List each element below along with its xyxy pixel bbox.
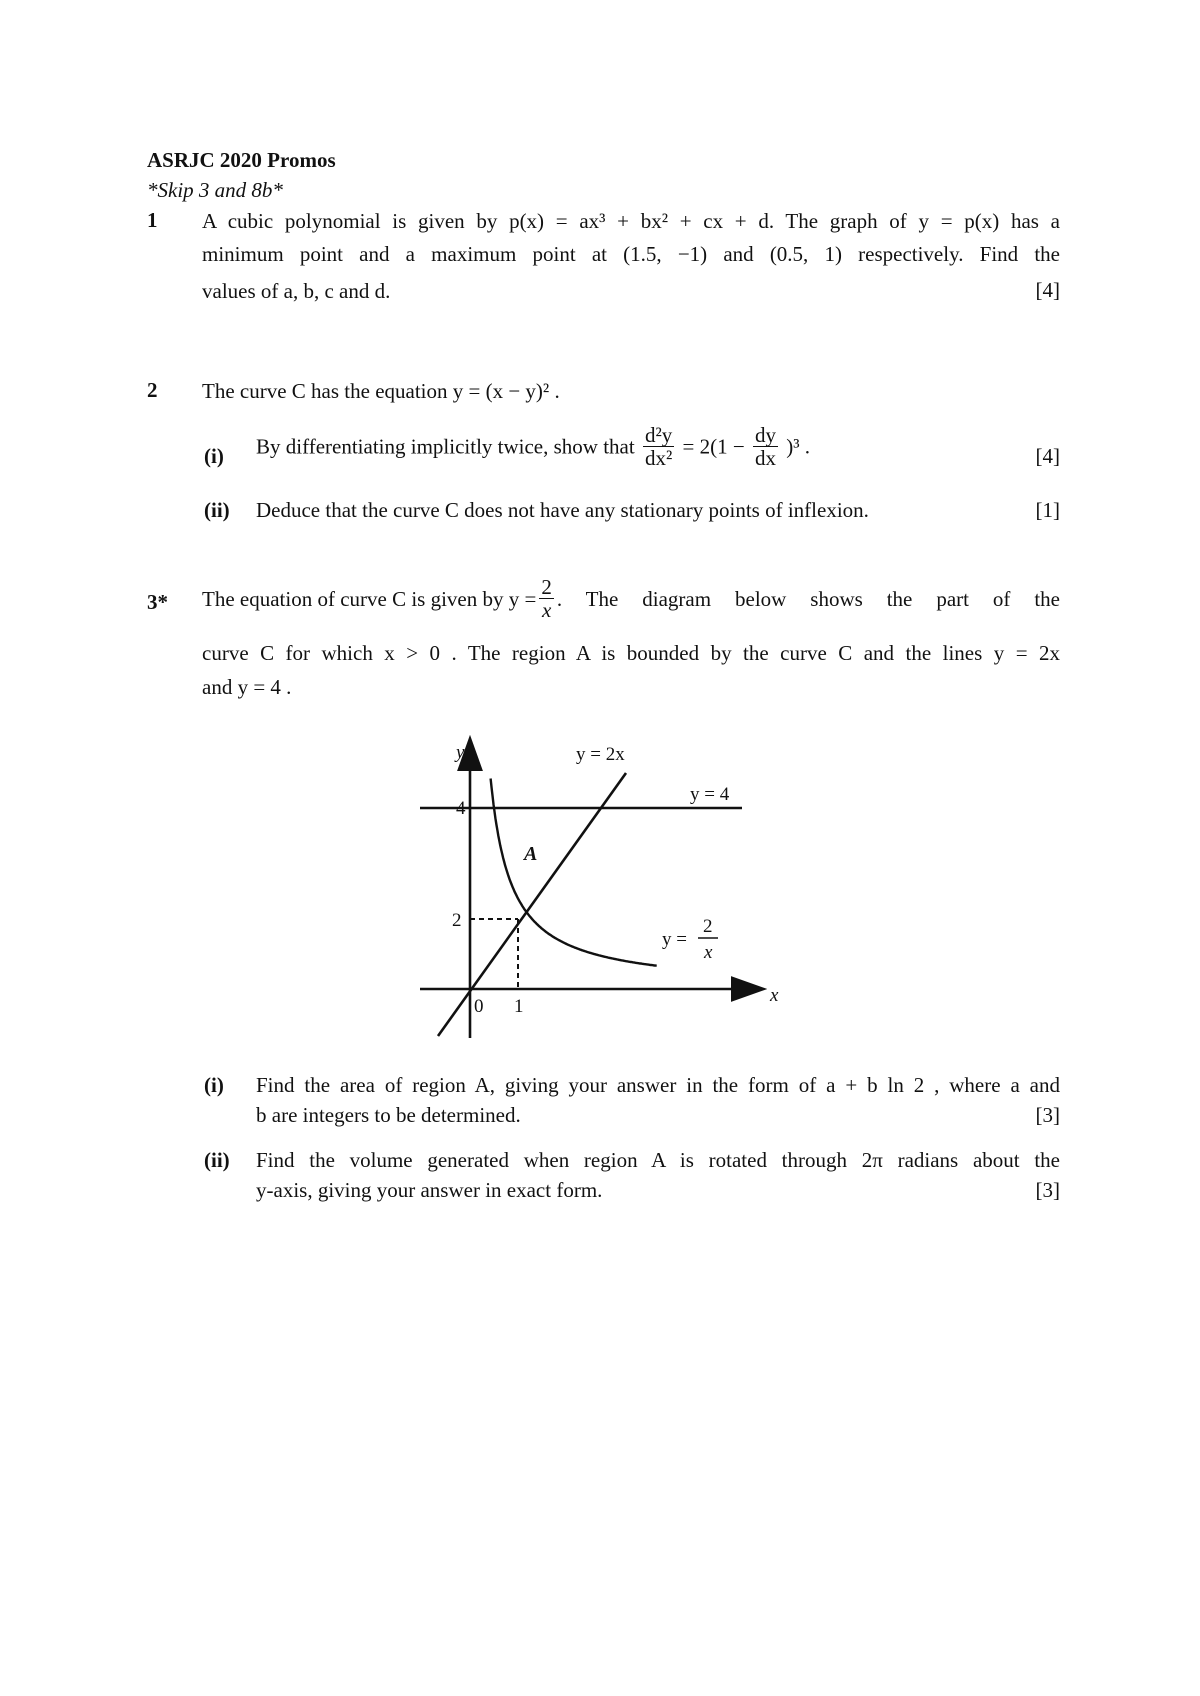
question-1-line-2: minimum point and a maximum point at (1.5, −1) and (0.5, 1) respectively. Find the (202, 242, 1060, 266)
x-axis-label: x (770, 985, 779, 1006)
rhs-prefix: = 2(1 − (682, 434, 745, 459)
question-3-line-2: curve C for which x > 0 . The region A is bounded by the curve C and the lines y = 2x (202, 641, 1060, 665)
question-3-part-i-line-2: b are integers to be determined. (256, 1103, 521, 1127)
question-3-line-1-pre: The equation of curve C is given by y = (202, 586, 537, 611)
question-2-number: 2 (147, 378, 158, 402)
question-3-part-ii-label: (ii) (204, 1148, 230, 1172)
question-3-line-1-post: . The diagram below shows the part of the (556, 586, 1060, 611)
question-3-line-3: and y = 4 . (202, 675, 292, 699)
question-2-part-i-label: (i) (204, 444, 224, 468)
curve-label-denominator: x (704, 942, 713, 963)
curve-label-prefix: y = (662, 929, 687, 950)
question-1-marks: [4] (1035, 278, 1060, 302)
question-3-part-ii-line-2: y-axis, giving your answer in exact form. (256, 1178, 603, 1202)
question-2-part-i-marks: [4] (1035, 444, 1060, 468)
question-2-part-ii-marks: [1] (1035, 498, 1060, 522)
question-3-part-i-label: (i) (204, 1073, 224, 1097)
question-1-line-3: values of a, b, c and d. (202, 279, 391, 303)
region-a-label: A (524, 843, 538, 865)
curve-equation-numerator: 2 (541, 575, 552, 599)
y-axis-label: y (456, 742, 465, 763)
second-derivative-numerator: d²y (644, 423, 673, 447)
line-y-equals-2x (438, 773, 626, 1036)
question-3-part-ii-marks: [3] (1035, 1178, 1060, 1202)
curve-equation-fraction (539, 576, 554, 621)
curve-equation-denominator: x (541, 598, 552, 623)
x-tick-0: 0 (474, 996, 484, 1017)
y-tick-4: 4 (456, 798, 466, 819)
curve-label-numerator: 2 (703, 916, 713, 937)
skip-note: *Skip 3 and 8b* (147, 178, 283, 202)
question-3-part-ii-line-1: Find the volume generated when region A is rotated through 2π radians about the (256, 1148, 1060, 1172)
y-tick-2: 2 (452, 910, 462, 931)
region-diagram (400, 720, 800, 1040)
second-derivative-fraction (643, 424, 674, 469)
first-derivative-denominator: dx (754, 446, 776, 471)
curve-y-equals-2-over-x (491, 779, 657, 966)
question-1-line-1: A cubic polynomial is given by p(x) = ax³ + bx² + cx + d. The graph of y = p(x) has a (202, 209, 1060, 233)
question-3-part-i-line-1: Find the area of region A, giving your answer in the form of a + b ln 2 , where a and (256, 1073, 1060, 1097)
question-1-number: 1 (147, 208, 158, 232)
question-3-number: 3* (147, 590, 168, 614)
question-3-line-1 (202, 576, 1060, 621)
rhs-suffix: )³ . (786, 434, 810, 459)
second-derivative-denominator: dx² (644, 446, 673, 471)
question-2-part-i (256, 424, 810, 469)
first-derivative-numerator: dy (754, 423, 776, 447)
question-2-part-ii-text: Deduce that the curve C does not have any stationary points of inflexion. (256, 498, 869, 522)
question-3-part-i-marks: [3] (1035, 1103, 1060, 1127)
line-y-equals-2x-label: y = 2x (576, 744, 625, 765)
question-2-stem: The curve C has the equation y = (x − y)² . (202, 379, 560, 403)
question-2-part-ii-label: (ii) (204, 498, 230, 522)
x-tick-1: 1 (514, 996, 524, 1017)
document-title: ASRJC 2020 Promos (147, 148, 336, 172)
line-y-equals-4-label: y = 4 (690, 784, 730, 805)
question-2-part-i-text: By differentiating implicitly twice, show that (256, 434, 635, 459)
first-derivative-fraction (753, 424, 778, 469)
